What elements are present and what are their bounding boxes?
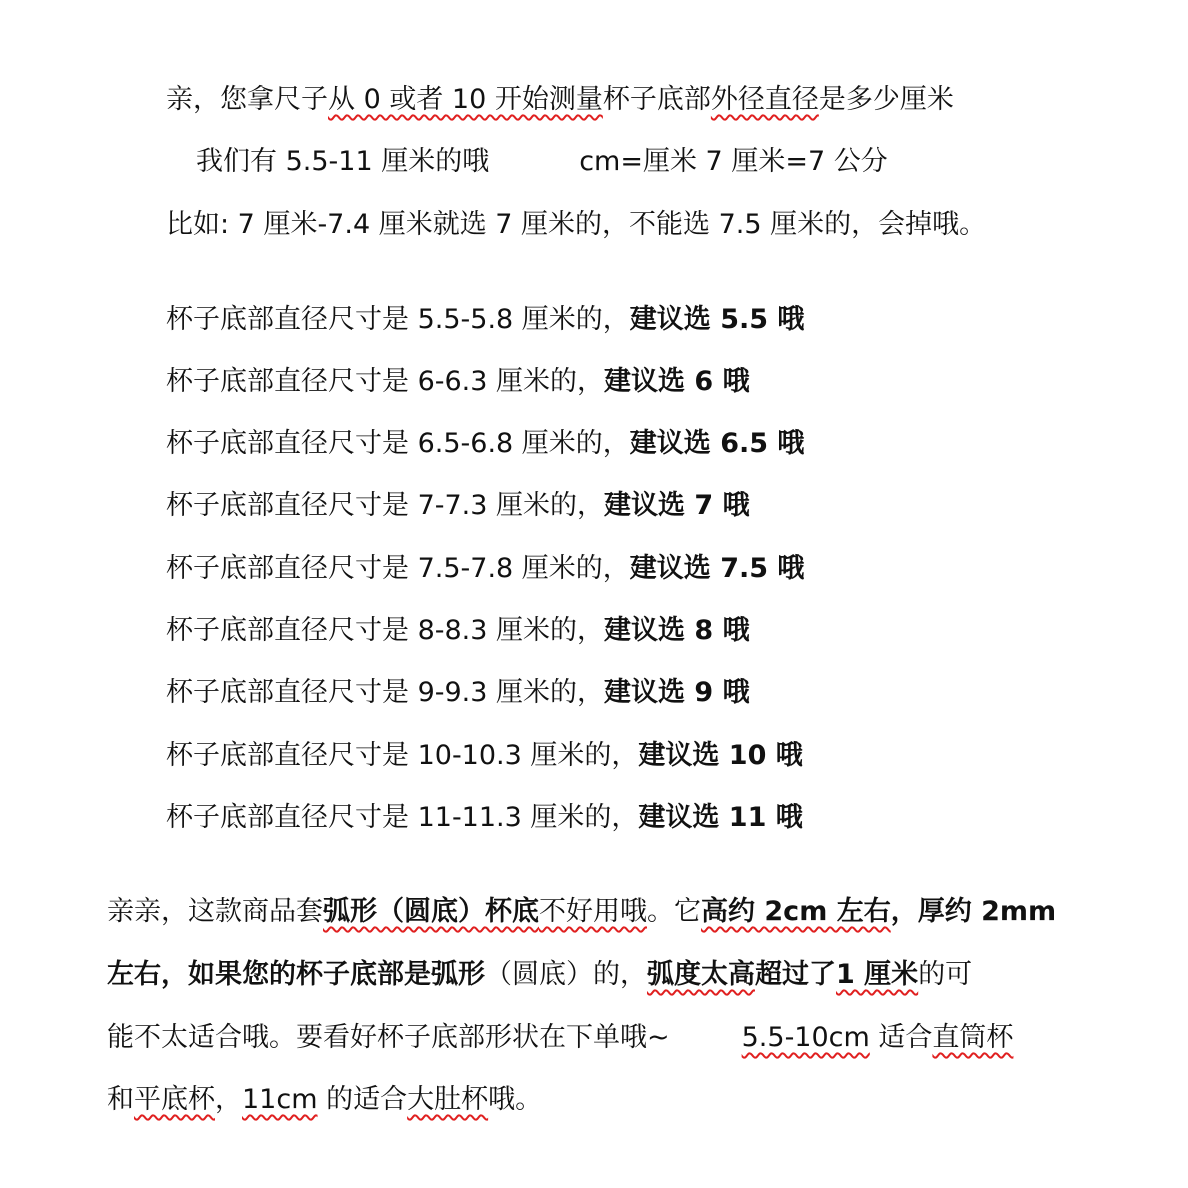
note-line-3 [107, 1018, 1013, 1058]
intro-example-text: 比如: 7 厘米-7.4 厘米就选 7 厘米的，不能选 7.5 厘米的，会掉哦。 [166, 209, 987, 240]
size-advice: 建议选 7 哦 [604, 490, 750, 521]
note-text: 高约 2cm 左右 [701, 896, 891, 927]
note-text: 弧形（圆底）杯底 [323, 896, 539, 927]
size-range: 杯子底部直径尺寸是 5.5-5.8 厘米的， [166, 304, 630, 335]
note-text: 。它 [647, 896, 701, 927]
intro-text: 外径直径 [710, 84, 819, 115]
size-range: 杯子底部直径尺寸是 11-11.3 厘米的， [166, 802, 639, 833]
intro-range-text: 我们有 5.5-11 厘米的哦 [196, 146, 490, 177]
size-advice: 建议选 5.5 哦 [629, 304, 805, 335]
size-range: 杯子底部直径尺寸是 6.5-6.8 厘米的， [166, 428, 630, 459]
size-range: 杯子底部直径尺寸是 8-8.3 厘米的， [166, 615, 605, 646]
note-text: 11cm [242, 1084, 318, 1115]
note-text: 大肚杯 [407, 1084, 489, 1115]
note-line-2 [107, 955, 972, 995]
intro-text: 杯子底部 [602, 84, 711, 115]
size-range: 杯子底部直径尺寸是 6-6.3 厘米的， [166, 366, 605, 397]
size-advice: 建议选 9 哦 [604, 677, 750, 708]
note-text: 的可 [918, 959, 973, 990]
size-advice: 建议选 6.5 哦 [629, 428, 805, 459]
note-line-1 [107, 892, 1056, 932]
intro-line-2 [196, 142, 888, 182]
size-row [166, 611, 750, 651]
size-row [166, 549, 804, 589]
note-text: 平底杯 [134, 1084, 215, 1115]
size-advice: 建议选 7.5 哦 [629, 553, 805, 584]
intro-line-3 [166, 205, 986, 245]
size-advice: 建议选 8 哦 [604, 615, 750, 646]
intro-text: 从 0 或者 10 开始测量 [328, 84, 603, 115]
size-range: 杯子底部直径尺寸是 7-7.3 厘米的， [166, 490, 605, 521]
size-advice: 建议选 6 哦 [604, 366, 750, 397]
intro-unit-text: cm=厘米 7 厘米=7 公分 [579, 146, 888, 177]
size-row [166, 300, 804, 340]
size-range: 杯子底部直径尺寸是 7.5-7.8 厘米的， [166, 553, 630, 584]
note-line-4 [107, 1080, 542, 1120]
note-text: 的适合 [317, 1084, 408, 1115]
note-text: 底部是 [350, 959, 431, 990]
note-text: 适合 [869, 1022, 933, 1053]
note-text: 5.5-10cm [741, 1022, 870, 1053]
size-range: 杯子底部直径尺寸是 10-10.3 厘米的， [166, 740, 639, 771]
note-text: 能不太适合哦。要看好杯子底部形状在下单哦~ [107, 1022, 670, 1053]
note-text: 弧形 [431, 959, 485, 990]
note-text: 1 厘米 [836, 959, 919, 990]
note-text: 哦。 [488, 1084, 543, 1115]
note-text: 不好用哦 [539, 896, 647, 927]
note-text: ，厚约 2mm [890, 896, 1057, 927]
size-row [166, 736, 803, 776]
note-text: 亲亲，这款商品套 [107, 896, 323, 927]
size-row [166, 673, 750, 713]
intro-text: 是多少厘米 [818, 84, 954, 115]
size-row [166, 486, 750, 526]
note-text: 弧度太高 [647, 959, 755, 990]
size-advice: 建议选 11 哦 [638, 802, 803, 833]
size-row [166, 798, 803, 838]
size-row [166, 424, 804, 464]
size-advice: 建议选 10 哦 [638, 740, 803, 771]
note-text: 和 [107, 1084, 134, 1115]
note-text: ， [215, 1084, 242, 1115]
intro-text: 亲，您拿尺子 [166, 84, 328, 115]
note-text: 直筒杯 [932, 1022, 1014, 1053]
size-row [166, 362, 750, 402]
note-text: 左右，如果您的杯子 [107, 959, 350, 990]
note-text: （圆底）的， [485, 959, 647, 990]
intro-line-1 [166, 80, 954, 120]
size-range: 杯子底部直径尺寸是 9-9.3 厘米的， [166, 677, 605, 708]
note-text: 超过了 [755, 959, 836, 990]
